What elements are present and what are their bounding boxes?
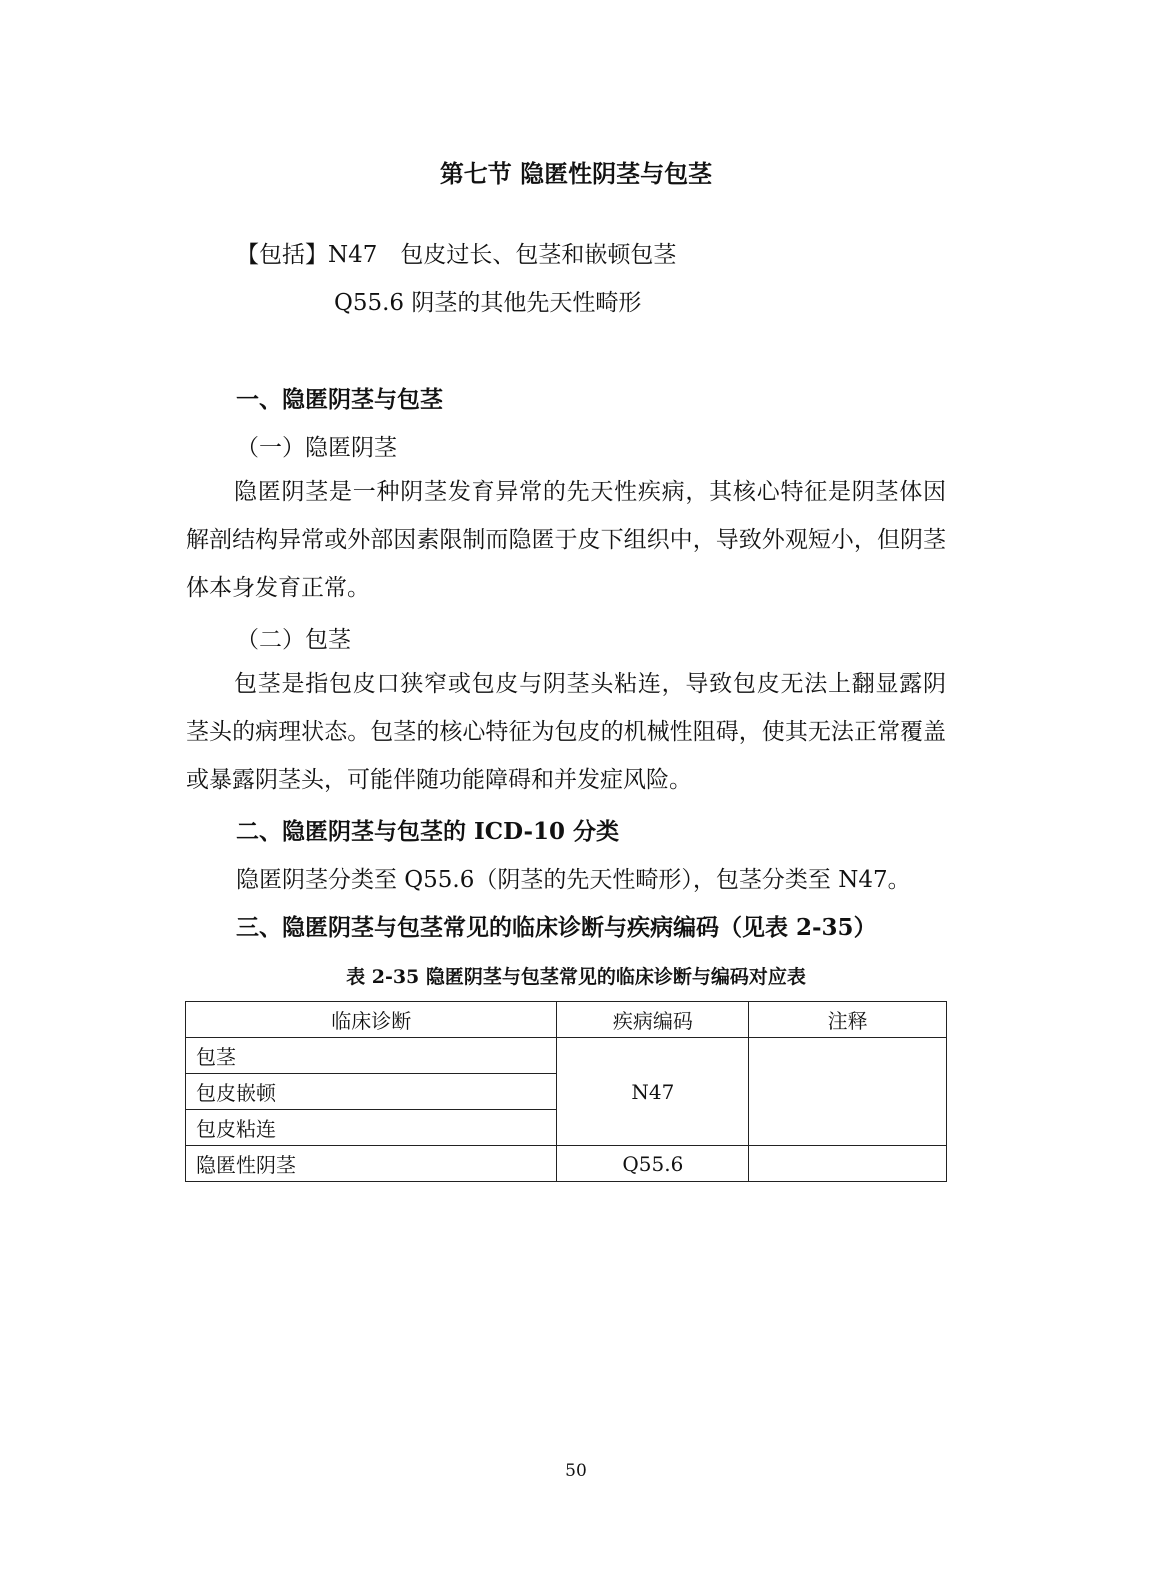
diagnosis-cell: 包茎 [186, 1038, 557, 1074]
header-disease-code: 疾病编码 [557, 1002, 749, 1038]
table-caption: 表 2-35 隐匿阴茎与包茎常见的临床诊断与编码对应表 [346, 966, 806, 988]
diagnosis-cell: 隐匿性阴茎 [186, 1146, 557, 1182]
diagnosis-cell: 包皮粘连 [186, 1110, 557, 1146]
section-2-paragraph: 隐匿阴茎分类至 Q55.6（阴茎的先天性畸形），包茎分类至 N47。 [236, 867, 911, 893]
section-2-heading: 二、隐匿阴茎与包茎的 ICD-10 分类 [236, 818, 620, 845]
subsection-2-heading: （二）包茎 [236, 627, 351, 653]
code-cell-n47: N47 [557, 1038, 749, 1146]
code-cell: Q55.6 [557, 1146, 749, 1182]
include-line-2: Q55.6 阴茎的其他先天性畸形 [334, 290, 642, 316]
header-clinical-diagnosis: 临床诊断 [186, 1002, 557, 1038]
diagnosis-code-table [185, 1001, 947, 1182]
notes-cell [749, 1038, 947, 1146]
paragraph-phimosis: 包茎是指包皮口狭窄或包皮与阴茎头粘连，导致包皮无法上翻显露阴茎头的病理状态。包茎的核心特征为包皮的机械性阻碍，使其无法正常覆盖或暴露阴茎头，可能伴随功能障碍和并发症风险。 [186, 671, 946, 793]
table-row [186, 1038, 947, 1074]
include-line-1: 【包括】N47 包皮过长、包茎和嵌顿包茎 [236, 242, 677, 268]
table-header-row [186, 1002, 947, 1038]
paragraph-concealed-penis: 隐匿阴茎是一种阴茎发育异常的先天性疾病，其核心特征是阴茎体因解剖结构异常或外部因素限制而隐匿于皮下组织中，导致外观短小，但阴茎体本身发育正常。 [186, 479, 946, 601]
notes-cell [749, 1146, 947, 1182]
diagnosis-cell: 包皮嵌顿 [186, 1074, 557, 1110]
table-row [186, 1146, 947, 1182]
header-notes: 注释 [749, 1002, 947, 1038]
section-3-heading: 三、隐匿阴茎与包茎常见的临床诊断与疾病编码（见表 2-35） [236, 914, 877, 941]
page-number: 50 [565, 1461, 587, 1481]
subsection-1-heading: （一）隐匿阴茎 [236, 435, 397, 461]
section-1-heading: 一、隐匿阴茎与包茎 [236, 386, 443, 413]
page-title: 第七节 隐匿性阴茎与包茎 [439, 159, 713, 188]
